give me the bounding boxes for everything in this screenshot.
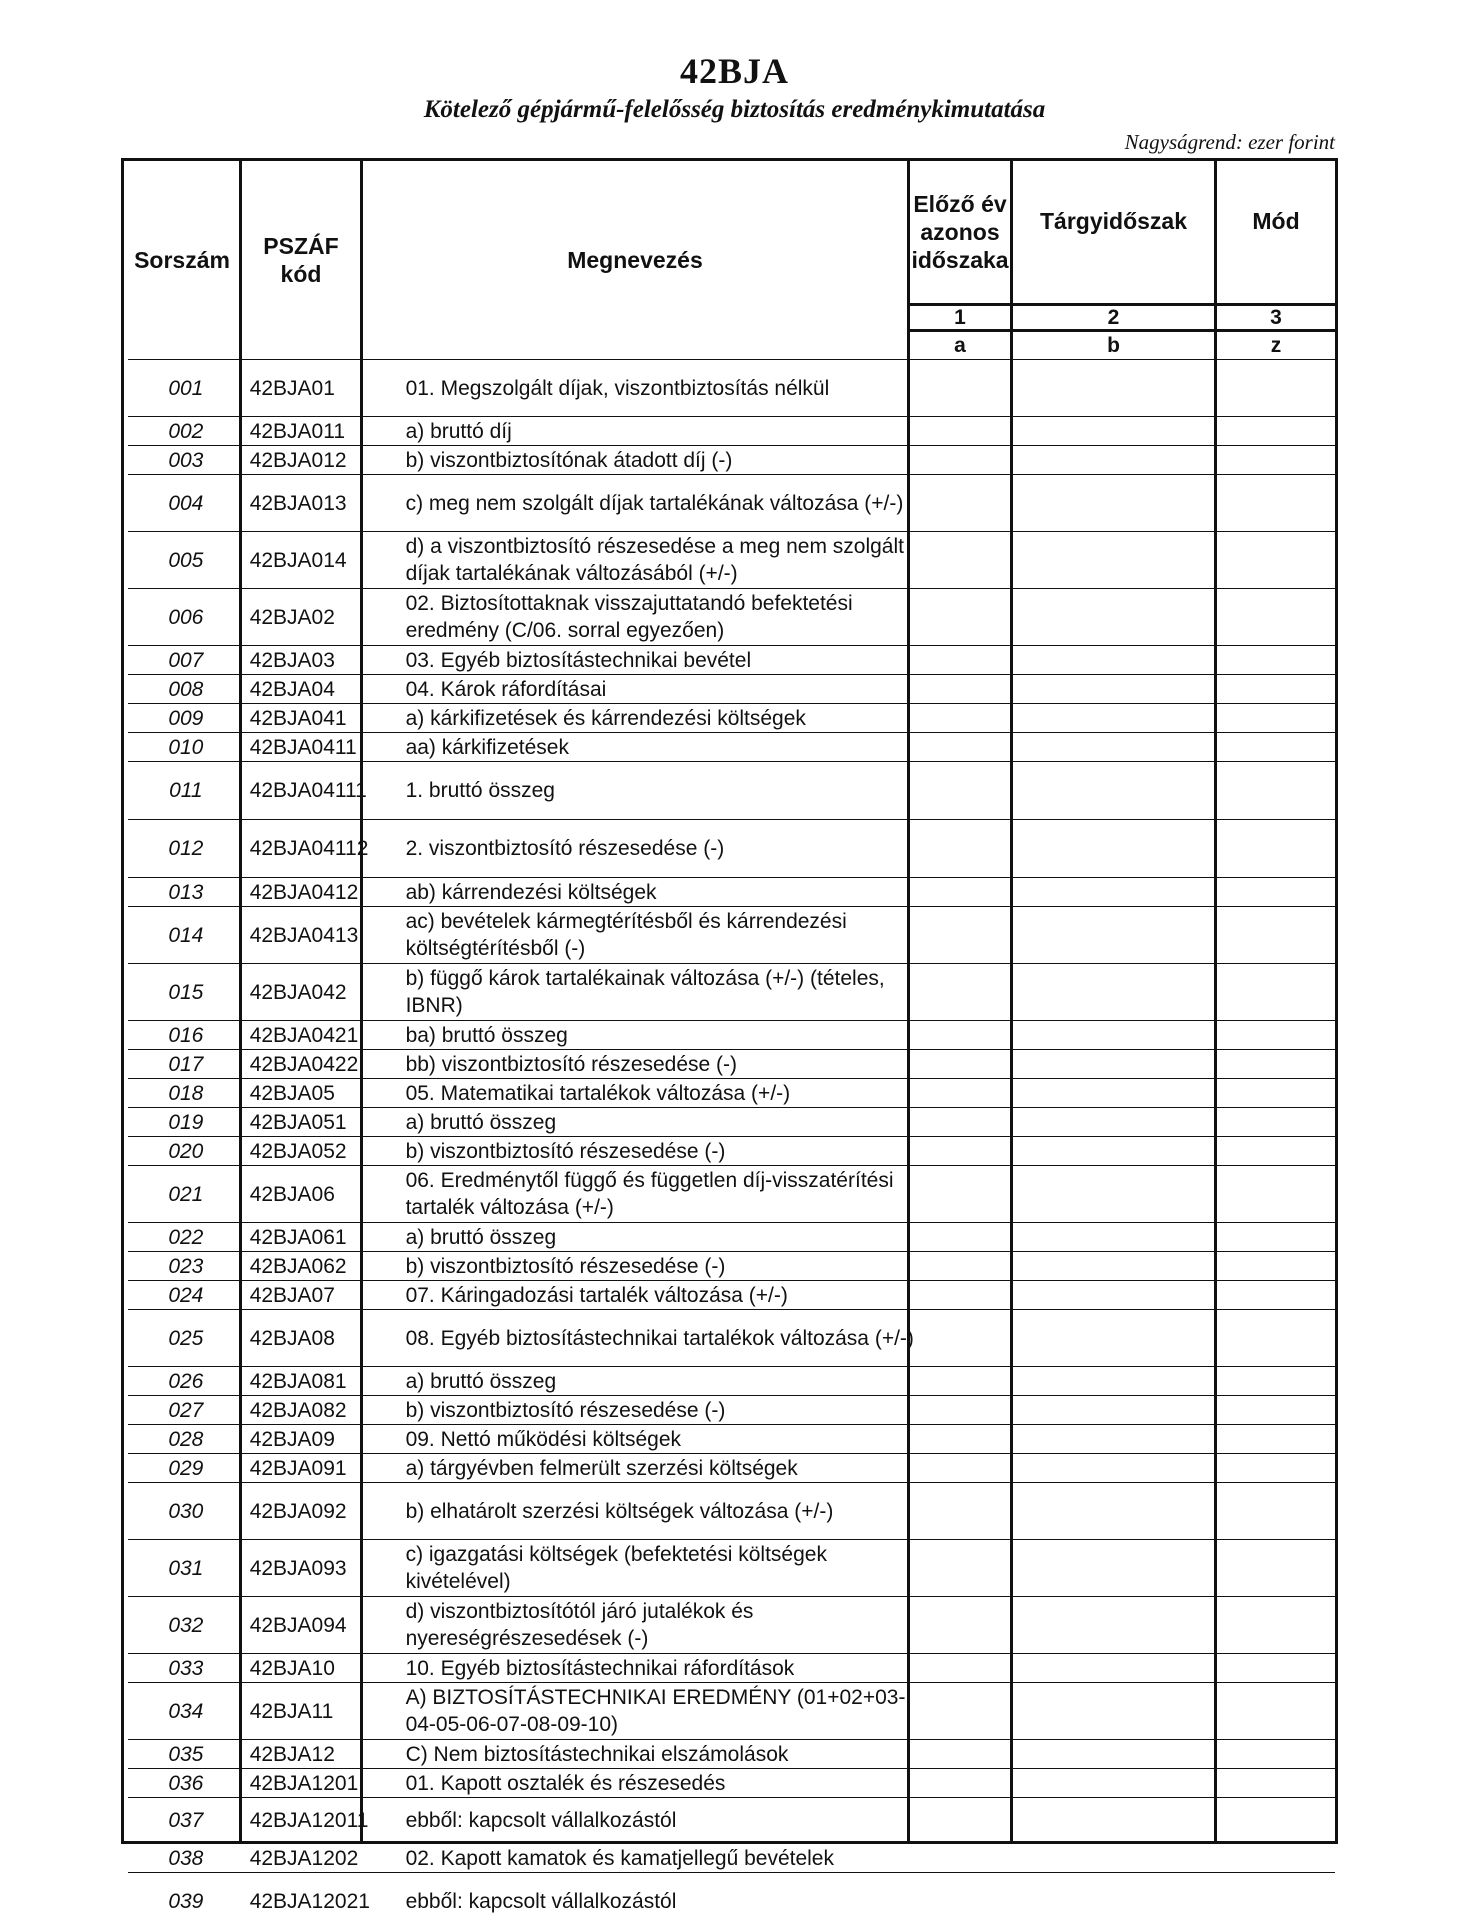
value-cell-elozo-ev[interactable] (921, 675, 1023, 704)
table-row (128, 1281, 1335, 1310)
value-cell-targyidoszak[interactable] (1022, 675, 1225, 704)
row-number: 010 (128, 733, 244, 762)
value-cell-mod[interactable] (1225, 1021, 1335, 1050)
value-cell-mod[interactable] (1225, 964, 1335, 1021)
value-cell-elozo-ev[interactable] (921, 704, 1023, 733)
row-number: 003 (128, 446, 244, 475)
table-row (128, 878, 1335, 907)
value-cell-targyidoszak[interactable] (1022, 1137, 1225, 1166)
row-name: ebből: kapcsolt vállalkozástól (400, 1873, 921, 1931)
value-cell-targyidoszak[interactable] (1022, 964, 1225, 1021)
row-name: 03. Egyéb biztosítástechnikai bevétel (400, 646, 921, 675)
report-table (121, 158, 1338, 1914)
value-cell-elozo-ev[interactable] (921, 1454, 1023, 1483)
value-cell-mod[interactable] (1225, 446, 1335, 475)
table-row (128, 1844, 1335, 1873)
table-row (128, 360, 1335, 417)
row-name: c) meg nem szolgált díjak tartalékának változása (+/-) (400, 475, 921, 532)
table-row (128, 907, 1335, 964)
value-cell-targyidoszak[interactable] (1022, 1425, 1225, 1454)
value-cell-mod[interactable] (1225, 1540, 1335, 1597)
table-row (128, 532, 1335, 589)
table-row (128, 589, 1335, 646)
row-code: 42BJA1202 (244, 1844, 400, 1873)
row-name: 02. Biztosítottaknak visszajuttatandó befektetési eredmény (C/06. sorral egyezően) (400, 589, 921, 646)
row-number: 011 (128, 762, 244, 820)
value-cell-targyidoszak[interactable] (1022, 820, 1225, 878)
row-code: 42BJA1201 (244, 1769, 400, 1798)
value-cell-elozo-ev[interactable] (921, 820, 1023, 878)
header-sorszam: Sorszám (134, 247, 230, 273)
row-code: 42BJA081 (244, 1367, 400, 1396)
row-code: 42BJA041 (244, 704, 400, 733)
table-row (128, 675, 1335, 704)
value-cell-targyidoszak[interactable] (1022, 589, 1225, 646)
value-cell-mod[interactable] (1225, 1425, 1335, 1454)
value-cell-elozo-ev[interactable] (921, 360, 1023, 417)
row-code: 42BJA013 (244, 475, 400, 532)
table-row (128, 1108, 1335, 1137)
value-cell-targyidoszak[interactable] (1022, 1079, 1225, 1108)
row-number: 039 (128, 1873, 244, 1931)
value-cell-elozo-ev[interactable] (921, 446, 1023, 475)
row-name: 1. bruttó összeg (400, 762, 921, 820)
value-cell-targyidoszak[interactable] (1022, 1252, 1225, 1281)
row-code: 42BJA052 (244, 1137, 400, 1166)
col-number-3: 3 (1270, 305, 1282, 329)
value-cell-mod[interactable] (1225, 1483, 1335, 1540)
value-cell-mod[interactable] (1225, 1166, 1335, 1223)
value-cell-targyidoszak[interactable] (1022, 532, 1225, 589)
value-cell-targyidoszak[interactable] (1022, 704, 1225, 733)
col-letter-b: b (1107, 333, 1120, 357)
row-number: 026 (128, 1367, 244, 1396)
value-cell-targyidoszak[interactable] (1022, 360, 1225, 417)
row-code: 42BJA04111 (244, 762, 400, 820)
value-cell-targyidoszak[interactable] (1022, 1367, 1225, 1396)
table-row (128, 1740, 1335, 1769)
table-row (128, 475, 1335, 532)
row-code: 42BJA02 (244, 589, 400, 646)
table-row (128, 1540, 1335, 1597)
value-cell-mod[interactable] (1225, 878, 1335, 907)
value-cell-mod[interactable] (1225, 1396, 1335, 1425)
row-code: 42BJA12 (244, 1740, 400, 1769)
value-cell-elozo-ev[interactable] (921, 907, 1023, 964)
row-code: 42BJA09 (244, 1425, 400, 1454)
value-cell-targyidoszak[interactable] (1022, 762, 1225, 820)
row-number: 008 (128, 675, 244, 704)
row-number: 007 (128, 646, 244, 675)
value-cell-mod[interactable] (1225, 675, 1335, 704)
table-row (128, 646, 1335, 675)
value-cell-mod[interactable] (1225, 1108, 1335, 1137)
table-row (128, 1079, 1335, 1108)
value-cell-elozo-ev[interactable] (921, 1844, 1023, 1873)
row-name: b) viszontbiztosító részesedése (-) (400, 1252, 921, 1281)
value-cell-elozo-ev[interactable] (921, 417, 1023, 446)
row-code: 42BJA012 (244, 446, 400, 475)
value-cell-mod[interactable] (1225, 1281, 1335, 1310)
value-cell-targyidoszak[interactable] (1022, 1050, 1225, 1079)
row-name: a) bruttó összeg (400, 1367, 921, 1396)
value-cell-elozo-ev[interactable] (921, 1540, 1023, 1597)
row-name: b) viszontbiztosító részesedése (-) (400, 1137, 921, 1166)
row-code: 42BJA0413 (244, 907, 400, 964)
row-code: 42BJA082 (244, 1396, 400, 1425)
row-name: aa) kárkifizetések (400, 733, 921, 762)
row-number: 033 (128, 1654, 244, 1683)
table-row (128, 733, 1335, 762)
row-code: 42BJA0422 (244, 1050, 400, 1079)
row-number: 002 (128, 417, 244, 446)
table-row (128, 820, 1335, 878)
value-cell-mod[interactable] (1225, 646, 1335, 675)
row-name: a) bruttó díj (400, 417, 921, 446)
row-name: d) a viszontbiztosító részesedése a meg nem szolgált díjak tartalékának változásából (+/-) (400, 532, 921, 589)
value-cell-targyidoszak[interactable] (1022, 1166, 1225, 1223)
row-number: 032 (128, 1597, 244, 1654)
value-cell-targyidoszak[interactable] (1022, 1798, 1225, 1844)
row-code: 42BJA061 (244, 1223, 400, 1252)
table-row (128, 1597, 1335, 1654)
row-name: 10. Egyéb biztosítástechnikai ráfordítások (400, 1654, 921, 1683)
row-number: 034 (128, 1683, 244, 1740)
value-cell-elozo-ev[interactable] (921, 1597, 1023, 1654)
value-cell-elozo-ev[interactable] (921, 475, 1023, 532)
row-name: 06. Eredménytől függő és független díj-visszatérítési tartalék változása (+/-) (400, 1166, 921, 1223)
row-name: ab) kárrendezési költségek (400, 878, 921, 907)
row-code: 42BJA04112 (244, 820, 400, 878)
row-number: 001 (128, 360, 244, 417)
table-row (128, 446, 1335, 475)
table-row (128, 1367, 1335, 1396)
row-name: 04. Károk ráfordításai (400, 675, 921, 704)
value-cell-mod[interactable] (1225, 1223, 1335, 1252)
table-row (128, 964, 1335, 1021)
col-number-1: 1 (954, 305, 966, 329)
row-number: 036 (128, 1769, 244, 1798)
header-targyidoszak: Tárgyidőszak (1040, 208, 1187, 234)
table-row (128, 1483, 1335, 1540)
row-number: 027 (128, 1396, 244, 1425)
row-number: 029 (128, 1454, 244, 1483)
value-cell-elozo-ev[interactable] (921, 1223, 1023, 1252)
row-number: 038 (128, 1844, 244, 1873)
row-number: 025 (128, 1310, 244, 1367)
value-cell-mod[interactable] (1225, 417, 1335, 446)
row-number: 019 (128, 1108, 244, 1137)
value-cell-elozo-ev[interactable] (921, 878, 1023, 907)
row-number: 028 (128, 1425, 244, 1454)
row-name: 07. Káringadozási tartalék változása (+/-) (400, 1281, 921, 1310)
header-megnevezes: Megnevezés (567, 247, 703, 273)
row-name: a) bruttó összeg (400, 1108, 921, 1137)
row-code: 42BJA0411 (244, 733, 400, 762)
row-name: C) Nem biztosítástechnikai elszámolások (400, 1740, 921, 1769)
value-cell-elozo-ev[interactable] (921, 589, 1023, 646)
value-cell-mod[interactable] (1225, 589, 1335, 646)
row-name: 01. Megszolgált díjak, viszontbiztosítás nélkül (400, 360, 921, 417)
value-cell-targyidoszak[interactable] (1022, 878, 1225, 907)
row-number: 018 (128, 1079, 244, 1108)
row-name: 02. Kapott kamatok és kamatjellegű bevételek (400, 1844, 921, 1873)
row-name: c) igazgatási költségek (befektetési költségek kivételével) (400, 1540, 921, 1597)
value-cell-targyidoszak[interactable] (1022, 1108, 1225, 1137)
value-cell-mod[interactable] (1225, 1683, 1335, 1740)
row-number: 016 (128, 1021, 244, 1050)
row-number: 022 (128, 1223, 244, 1252)
value-cell-targyidoszak[interactable] (1022, 446, 1225, 475)
row-name: b) függő károk tartalékainak változása (+/-) (tételes, IBNR) (400, 964, 921, 1021)
table-row (128, 1310, 1335, 1367)
value-cell-mod[interactable] (1225, 1798, 1335, 1844)
value-cell-mod[interactable] (1225, 1740, 1335, 1769)
row-name: bb) viszontbiztosító részesedése (-) (400, 1050, 921, 1079)
table-row (128, 1769, 1335, 1798)
value-cell-elozo-ev[interactable] (921, 733, 1023, 762)
row-code: 42BJA091 (244, 1454, 400, 1483)
table-row (128, 1021, 1335, 1050)
row-code: 42BJA093 (244, 1540, 400, 1597)
value-cell-elozo-ev[interactable] (921, 1050, 1023, 1079)
value-cell-mod[interactable] (1225, 1654, 1335, 1683)
col-number-2: 2 (1107, 305, 1120, 329)
row-number: 031 (128, 1540, 244, 1597)
value-cell-elozo-ev[interactable] (921, 1079, 1023, 1108)
value-cell-elozo-ev[interactable] (921, 1252, 1023, 1281)
row-number: 013 (128, 878, 244, 907)
row-code: 42BJA11 (244, 1683, 400, 1740)
row-code: 42BJA092 (244, 1483, 400, 1540)
table-row (128, 1798, 1335, 1844)
table-row (128, 417, 1335, 446)
value-cell-targyidoszak[interactable] (1022, 475, 1225, 532)
row-number: 020 (128, 1137, 244, 1166)
row-number: 006 (128, 589, 244, 646)
value-cell-mod[interactable] (1225, 1310, 1335, 1367)
value-cell-elozo-ev[interactable] (921, 1108, 1023, 1137)
value-cell-elozo-ev[interactable] (921, 1367, 1023, 1396)
value-cell-targyidoszak[interactable] (1022, 1683, 1225, 1740)
row-code: 42BJA04 (244, 675, 400, 704)
row-code: 42BJA011 (244, 417, 400, 446)
row-code: 42BJA062 (244, 1252, 400, 1281)
value-cell-mod[interactable] (1225, 1597, 1335, 1654)
value-cell-mod[interactable] (1225, 475, 1335, 532)
row-number: 004 (128, 475, 244, 532)
row-number: 030 (128, 1483, 244, 1540)
value-cell-mod[interactable] (1225, 1844, 1335, 1873)
row-number: 012 (128, 820, 244, 878)
row-name: 09. Nettó működési költségek (400, 1425, 921, 1454)
table-row (128, 762, 1335, 820)
row-code: 42BJA07 (244, 1281, 400, 1310)
value-cell-mod[interactable] (1225, 907, 1335, 964)
form-title: 42BJA (679, 51, 789, 91)
data-rows (128, 359, 1335, 1931)
row-code: 42BJA094 (244, 1597, 400, 1654)
value-cell-targyidoszak[interactable] (1022, 1654, 1225, 1683)
value-cell-targyidoszak[interactable] (1022, 1540, 1225, 1597)
value-cell-elozo-ev[interactable] (921, 1166, 1023, 1223)
value-cell-elozo-ev[interactable] (921, 1310, 1023, 1367)
value-cell-elozo-ev[interactable] (921, 1769, 1023, 1798)
value-cell-targyidoszak[interactable] (1022, 646, 1225, 675)
table-row (128, 1252, 1335, 1281)
row-name: ebből: kapcsolt vállalkozástól (400, 1798, 921, 1844)
row-number: 009 (128, 704, 244, 733)
value-cell-targyidoszak[interactable] (1022, 1483, 1225, 1540)
row-code: 42BJA12021 (244, 1873, 400, 1931)
value-cell-targyidoszak[interactable] (1022, 1310, 1225, 1367)
row-name: 2. viszontbiztosító részesedése (-) (400, 820, 921, 878)
value-cell-targyidoszak[interactable] (1022, 1396, 1225, 1425)
value-cell-mod[interactable] (1225, 1252, 1335, 1281)
table-row (128, 1654, 1335, 1683)
row-code: 42BJA03 (244, 646, 400, 675)
row-code: 42BJA10 (244, 1654, 400, 1683)
row-number: 014 (128, 907, 244, 964)
value-cell-mod[interactable] (1225, 1367, 1335, 1396)
value-cell-elozo-ev[interactable] (921, 1873, 1023, 1931)
row-code: 42BJA014 (244, 532, 400, 589)
value-cell-mod[interactable] (1225, 733, 1335, 762)
value-cell-elozo-ev[interactable] (921, 964, 1023, 1021)
value-cell-mod[interactable] (1225, 704, 1335, 733)
row-name: a) tárgyévben felmerült szerzési költségek (400, 1454, 921, 1483)
table-row (128, 1050, 1335, 1079)
value-cell-targyidoszak[interactable] (1022, 417, 1225, 446)
value-cell-elozo-ev[interactable] (921, 532, 1023, 589)
table-row (128, 1454, 1335, 1483)
row-code: 42BJA0421 (244, 1021, 400, 1050)
value-cell-targyidoszak[interactable] (1022, 1454, 1225, 1483)
row-name: d) viszontbiztosítótól járó jutalékok és nyereségrészesedések (-) (400, 1597, 921, 1654)
row-name: a) bruttó összeg (400, 1223, 921, 1252)
value-cell-mod[interactable] (1225, 1769, 1335, 1798)
table-row (128, 1683, 1335, 1740)
value-cell-targyidoszak[interactable] (1022, 1223, 1225, 1252)
value-cell-mod[interactable] (1225, 820, 1335, 878)
value-cell-targyidoszak[interactable] (1022, 907, 1225, 964)
row-name: 05. Matematikai tartalékok változása (+/-) (400, 1079, 921, 1108)
row-code: 42BJA05 (244, 1079, 400, 1108)
row-code: 42BJA06 (244, 1166, 400, 1223)
row-name: ba) bruttó összeg (400, 1021, 921, 1050)
value-cell-elozo-ev[interactable] (921, 1740, 1023, 1769)
row-number: 017 (128, 1050, 244, 1079)
row-number: 005 (128, 532, 244, 589)
value-cell-elozo-ev[interactable] (921, 1683, 1023, 1740)
row-name: 08. Egyéb biztosítástechnikai tartalékok változása (+/-) (400, 1310, 921, 1367)
header-elozo-ev: Előző év azonos időszaka (911, 191, 1009, 273)
table-row (128, 1425, 1335, 1454)
value-cell-elozo-ev[interactable] (921, 1483, 1023, 1540)
value-cell-elozo-ev[interactable] (921, 1425, 1023, 1454)
value-cell-elozo-ev[interactable] (921, 646, 1023, 675)
row-name: b) viszontbiztosítónak átadott díj (-) (400, 446, 921, 475)
value-cell-targyidoszak[interactable] (1022, 1873, 1225, 1931)
row-code: 42BJA0412 (244, 878, 400, 907)
col-letter-z: z (1270, 333, 1282, 357)
row-code: 42BJA08 (244, 1310, 400, 1367)
table-row (128, 1223, 1335, 1252)
value-cell-mod[interactable] (1225, 532, 1335, 589)
table-row (128, 704, 1335, 733)
value-cell-mod[interactable] (1225, 1873, 1335, 1931)
value-cell-mod[interactable] (1225, 1079, 1335, 1108)
row-number: 021 (128, 1166, 244, 1223)
table-row (128, 1396, 1335, 1425)
row-code: 42BJA042 (244, 964, 400, 1021)
row-number: 024 (128, 1281, 244, 1310)
form-subtitle: Kötelező gépjármű-felelősség biztosítás eredménykimutatása (423, 96, 1046, 123)
row-name: A) BIZTOSÍTÁSTECHNIKAI EREDMÉNY (01+02+03-04-05-06-07-08-09-10) (400, 1683, 921, 1740)
value-cell-mod[interactable] (1225, 1050, 1335, 1079)
unit-note: Nagyságrend: ezer forint (1124, 130, 1335, 154)
value-cell-targyidoszak[interactable] (1022, 733, 1225, 762)
value-cell-targyidoszak[interactable] (1022, 1021, 1225, 1050)
value-cell-targyidoszak[interactable] (1022, 1769, 1225, 1798)
table-row (128, 1137, 1335, 1166)
value-cell-targyidoszak[interactable] (1022, 1281, 1225, 1310)
value-cell-mod[interactable] (1225, 1454, 1335, 1483)
col-letter-a: a (954, 333, 966, 357)
value-cell-mod[interactable] (1225, 1137, 1335, 1166)
row-name: 01. Kapott osztalék és részesedés (400, 1769, 921, 1798)
row-code: 42BJA051 (244, 1108, 400, 1137)
value-cell-targyidoszak[interactable] (1022, 1597, 1225, 1654)
value-cell-elozo-ev[interactable] (921, 1137, 1023, 1166)
row-code: 42BJA01 (244, 360, 400, 417)
value-cell-mod[interactable] (1225, 762, 1335, 820)
value-cell-elozo-ev[interactable] (921, 1798, 1023, 1844)
value-cell-elozo-ev[interactable] (921, 1281, 1023, 1310)
row-number: 035 (128, 1740, 244, 1769)
value-cell-mod[interactable] (1225, 360, 1335, 417)
row-code: 42BJA12011 (244, 1798, 400, 1844)
value-cell-elozo-ev[interactable] (921, 1654, 1023, 1683)
value-cell-elozo-ev[interactable] (921, 1396, 1023, 1425)
row-name: b) elhatárolt szerzési költségek változása (+/-) (400, 1483, 921, 1540)
row-name: ac) bevételek kármegtérítésből és kárrendezési költségtérítésből (-) (400, 907, 921, 964)
header-mod: Mód (1252, 208, 1300, 234)
row-number: 015 (128, 964, 244, 1021)
value-cell-elozo-ev[interactable] (921, 1021, 1023, 1050)
row-number: 023 (128, 1252, 244, 1281)
value-cell-targyidoszak[interactable] (1022, 1844, 1225, 1873)
table-row (128, 1166, 1335, 1223)
row-name: b) viszontbiztosító részesedése (-) (400, 1396, 921, 1425)
value-cell-elozo-ev[interactable] (921, 762, 1023, 820)
header-pszaf-kod: PSZÁF kód (263, 233, 339, 287)
value-cell-targyidoszak[interactable] (1022, 1740, 1225, 1769)
row-number: 037 (128, 1798, 244, 1844)
row-name: a) kárkifizetések és kárrendezési költségek (400, 704, 921, 733)
table-row (128, 1873, 1335, 1931)
